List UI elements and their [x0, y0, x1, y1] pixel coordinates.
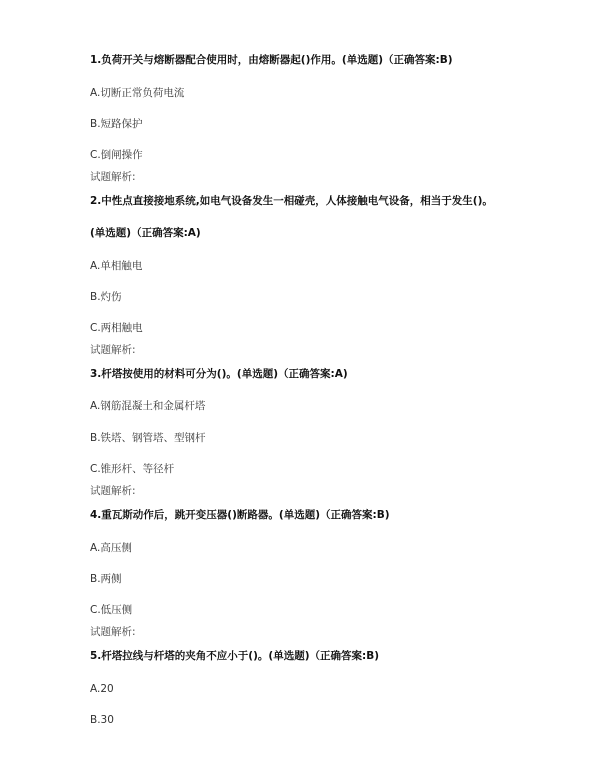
question-1-explanation: 试题解析: — [90, 171, 136, 183]
question-5-stem: 5.杆塔拉线与杆塔的夹角不应小于()。(单选题)（正确答案:B) — [90, 650, 379, 662]
question-3-option-b: B.铁塔、钢管塔、型钢杆 — [90, 432, 206, 444]
question-3-option-c: C.锥形杆、等径杆 — [90, 463, 175, 475]
question-5-option-b: B.30 — [90, 714, 114, 726]
question-1-stem: 1.负荷开关与熔断器配合使用时，由熔断器起()作用。(单选题)（正确答案:B) — [90, 54, 453, 66]
question-3-stem: 3.杆塔按使用的材料可分为()。(单选题)（正确答案:A) — [90, 368, 348, 380]
question-1-option-c: C.倒闸操作 — [90, 149, 143, 161]
question-4-option-b: B.两侧 — [90, 573, 122, 585]
question-4-explanation: 试题解析: — [90, 626, 136, 638]
question-5-option-a: A.20 — [90, 683, 114, 695]
question-2-stem-continued: (单选题)（正确答案:A) — [90, 227, 201, 239]
question-2-option-a: A.单相触电 — [90, 260, 143, 272]
question-4-option-a: A.高压侧 — [90, 542, 132, 554]
question-4-option-c: C.低压侧 — [90, 604, 133, 616]
question-2-explanation: 试题解析: — [90, 344, 136, 356]
question-4-stem: 4.重瓦斯动作后，跳开变压器()断路器。(单选题)（正确答案:B) — [90, 509, 390, 521]
question-2-option-c: C.两相触电 — [90, 322, 143, 334]
question-3-option-a: A.钢筋混凝土和金属杆塔 — [90, 400, 206, 412]
question-2-stem: 2.中性点直接接地系统,如电气设备发生一相碰壳，人体接触电气设备，相当于发生()。 — [90, 195, 493, 207]
question-3-explanation: 试题解析: — [90, 485, 136, 497]
question-1-option-b: B.短路保护 — [90, 118, 143, 130]
question-1-option-a: A.切断正常负荷电流 — [90, 87, 185, 99]
question-2-option-b: B.灼伤 — [90, 291, 122, 303]
